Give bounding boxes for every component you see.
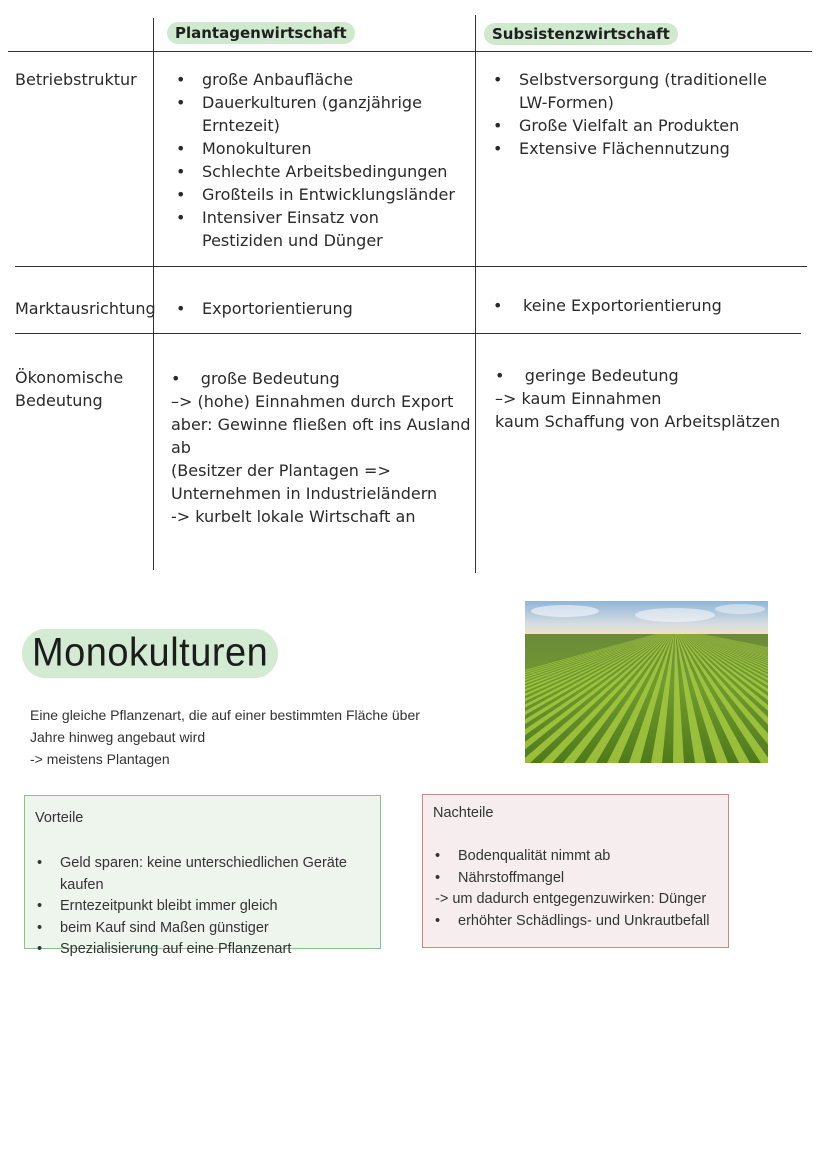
vorteile-list (29, 853, 380, 961)
list-item: • keine Exportorientierung (489, 294, 779, 317)
row-label-text: Betriebstruktur (15, 70, 137, 89)
bullet-line (495, 364, 795, 387)
list-item: • Dauerkulturen (ganzjährige Erntezeit) (172, 91, 462, 137)
list-item: • große Anbaufläche (172, 68, 462, 91)
cell-subsistenz-oekonomisch (495, 364, 795, 433)
table-col-rule-2 (475, 15, 476, 573)
text-line: aber: Gewinne fließen oft ins Ausland (171, 415, 471, 434)
list-item: • Große Vielfalt an Produkten (489, 114, 769, 137)
row-label-oekonomische-bedeutung (15, 366, 123, 412)
arrow-line: -> um dadurch entgegenzuwirken: Dünger (435, 891, 707, 907)
list-item: • Erntezeitpunkt bleibt immer gleich (29, 896, 380, 918)
list-item: • Geld sparen: keine unterschiedlichen Geräte kaufen (29, 853, 380, 896)
table-row-rule-1 (15, 266, 807, 267)
bullet-text: große Bedeutung (200, 369, 340, 388)
table-row-rule-2 (15, 333, 801, 334)
bullet-dot: • (171, 369, 201, 388)
bullet-text: geringe Bedeutung (524, 366, 679, 385)
list-item: • Spezialisierung auf eine Pflanzenart (29, 939, 380, 961)
cell-plantagen-betriebstruktur (172, 68, 462, 252)
nachteile-list (427, 846, 709, 932)
monokulturen-title: Monokulturen (22, 629, 278, 678)
table-top-rule (8, 51, 812, 52)
vorteile-title: Vorteile (35, 810, 84, 826)
vorteile-box (24, 795, 381, 957)
crop-field-image (525, 601, 768, 763)
cell-subsistenz-marktausrichtung (489, 294, 779, 317)
cell-plantagen-oekonomisch (171, 367, 471, 528)
text-line: ab (171, 438, 191, 457)
row-label-marktausrichtung: Marktausrichtung (15, 299, 156, 318)
text-line: -> kurbelt lokale Wirtschaft an (171, 507, 416, 526)
list-item: • Schlechte Arbeitsbedingungen (172, 160, 462, 183)
list-item: • Nährstoffmangel (427, 868, 709, 890)
bullet-line (171, 367, 471, 390)
list-item: • Großteils in Entwicklungsländer (172, 183, 462, 206)
row-label-betriebstruktur (15, 68, 137, 91)
definition-line: -> meistens Plantagen (30, 751, 170, 767)
row-label-line: Ökonomische (15, 368, 124, 387)
list-item: • Exportorientierung (172, 297, 462, 320)
list-item: • Intensiver Einsatz von Pestiziden und Dünger (172, 206, 462, 252)
list-item: • Extensive Flächennutzung (489, 137, 769, 160)
column-header-subsistenz: Subsistenzwirtschaft (484, 23, 678, 45)
text-line: (Besitzer der Plantagen => (171, 461, 391, 480)
text-line: kaum Schaffung von Arbeitsplätzen (495, 412, 781, 431)
text-line: Unternehmen in Industrieländern (171, 484, 438, 503)
definition-line: Eine gleiche Pflanzenart, die auf einer bestimmten Fläche über (30, 707, 420, 723)
list-item: • Bodenqualität nimmt ab (427, 846, 709, 868)
definition-line: Jahre hinweg angebaut wird (30, 729, 206, 745)
list-item: • Selbstversorgung (traditionelle LW-Formen) (489, 68, 769, 114)
text-line: –> (hohe) Einnahmen durch Export (171, 392, 454, 411)
bullet-dot: • (495, 366, 525, 385)
list-item: • Monokulturen (172, 137, 462, 160)
cell-subsistenz-betriebstruktur (489, 68, 769, 160)
row-label-line: Bedeutung (15, 391, 103, 410)
list-item: • erhöhter Schädlings- und Unkrautbefall (427, 911, 709, 933)
monokulturen-definition (30, 704, 420, 770)
list-item: • beim Kauf sind Maßen günstiger (29, 918, 380, 940)
nachteile-box (422, 794, 729, 948)
table-col-rule-1 (153, 18, 154, 570)
cell-plantagen-marktausrichtung (172, 297, 462, 320)
nachteile-title: Nachteile (433, 805, 494, 821)
column-header-plantagen: Plantagenwirtschaft (167, 22, 355, 44)
crop-field-photo (525, 601, 768, 763)
text-line: –> kaum Einnahmen (495, 389, 662, 408)
